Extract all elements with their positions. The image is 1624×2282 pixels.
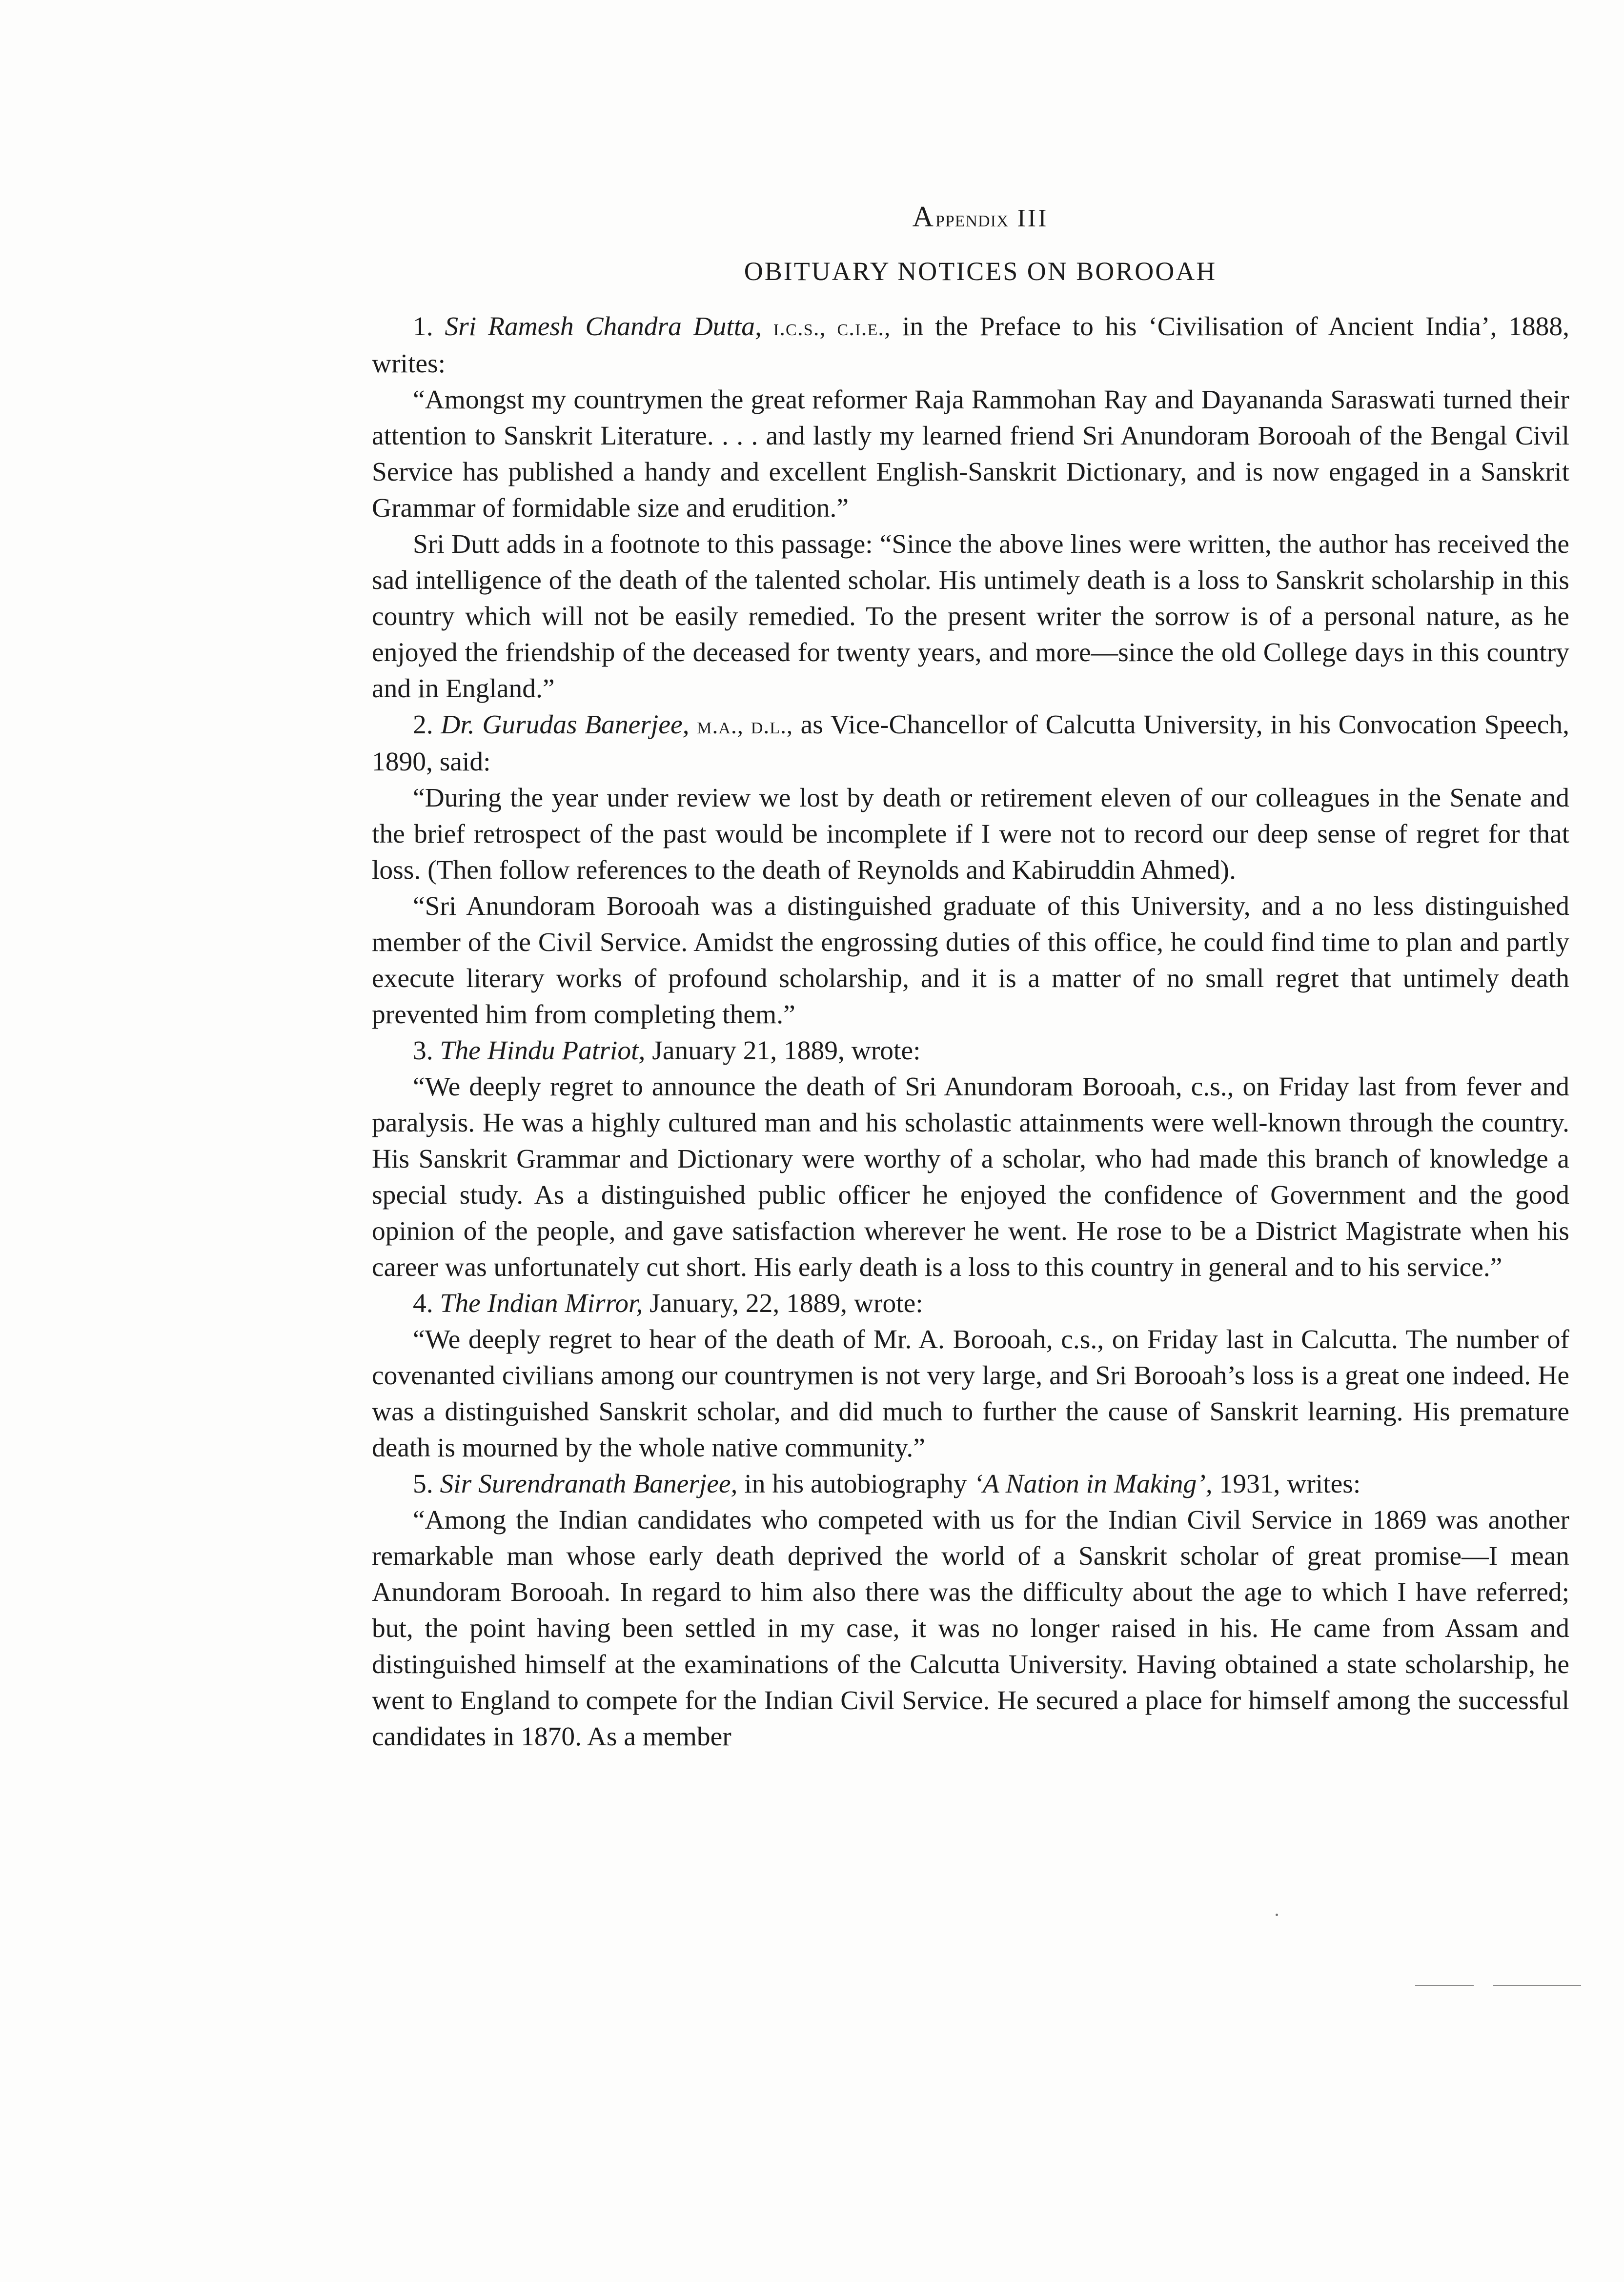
notice-5-quote: “Among the Indian candidates who competed with us for the Indian Civil Service in 1869 was another remarkable man whose early death deprived the world of a Sanskrit scholar of great promise—I mean Anundoram Borooah. In regard to him also there was the difficulty about the age to which I have referred; but, the point having been settled in my case, it was no longer raised in his. He came from Assam and distinguished himself at the examinations of the Calcutta University. Having obtained a state scholarship, he went to England to compete for the Indian Civil Service. He secured a place for himself among the successful candidates in 1870. As a member xyxy=(372,1505,1569,1752)
text-column xyxy=(372,200,1569,1755)
notice-1-lead xyxy=(372,309,1569,382)
notice-number: 2. xyxy=(413,710,433,740)
notice-5-lead xyxy=(372,1466,1569,1502)
notice-number: 5. xyxy=(413,1469,433,1499)
notice-lead-text: January, 22, 1889, wrote: xyxy=(650,1289,923,1318)
notice-author: Dr. Gurudas Banerjee, xyxy=(441,710,690,740)
notice-2-lead xyxy=(372,707,1569,780)
notice-credentials: m.a., d.l., xyxy=(697,713,793,739)
scan-edge-mark xyxy=(1493,1985,1581,1986)
notice-2-quote-continued: “Sri Anundoram Borooah was a distinguished graduate of this University, and a no less distinguished member of the Civil Service. Amidst the engrossing duties of this office, he could find time to plan and partly execute literary works of profound scholarship, and it is a matter of no small regret that untimely death prevented him from completing them.” xyxy=(372,891,1569,1030)
notice-source: The Hindu Patriot, xyxy=(440,1036,646,1066)
notice-4-quote: “We deeply regret to hear of the death of Mr. A. Borooah, c.s., on Friday last in Calcutta. The number of covenanted civilians among our countrymen is not very large, and Sri Borooah’s loss is a great one indeed. He was a distinguished Sanskrit scholar, and did much to further the cause of Sanskrit learning. His premature death is mourned by the whole native community.” xyxy=(372,1325,1569,1463)
notice-4-lead xyxy=(372,1286,1569,1322)
notice-lead-text: in the Preface to his ‘Civilisation of Ancient India’, 1888, writes: xyxy=(372,312,1569,379)
notice-lead-text: as Vice-Chancellor of Calcutta University, in his Convocation Speech, 1890, said: xyxy=(372,710,1569,777)
notice-credentials: i.c.s., c.i.e., xyxy=(773,315,891,341)
notice-author: Sri Ramesh Chandra Dutta, xyxy=(445,312,762,342)
notice-book-title: ‘A Nation in Making’, xyxy=(974,1469,1213,1499)
notice-3-quote: “We deeply regret to announce the death of Sri Anundoram Borooah, c.s., on Friday last from fever and paralysis. He was a highly cultured man and his scholastic attainments were well-known through the country. His Sanskrit Grammar and Dictionary were worthy of a scholar, who had made this branch of knowledge a special study. As a distinguished public officer he enjoyed the confidence of Government and the good opinion of the people, and gave satisfaction wherever he went. He rose to be a District Magistrate when his career was unfortunately cut short. His early death is a loss to this country in general and to his service.” xyxy=(372,1072,1569,1282)
scan-speck xyxy=(1276,1914,1278,1916)
appendix-heading-numeral: III xyxy=(1017,204,1049,232)
notice-2-quote: “During the year under review we lost by death or retirement eleven of our colleagues in the Senate and the brief retrospect of the past would be incomplete if I were not to record our deep sense of regret for that loss. (Then follow references to the death of Reynolds and Kabiruddin Ahmed). xyxy=(372,783,1569,885)
notice-lead-prefix: in his autobiography xyxy=(744,1469,967,1499)
notice-number: 1. xyxy=(413,312,433,342)
appendix-heading xyxy=(372,200,1569,234)
notice-author: Sir Surendranath Banerjee, xyxy=(440,1469,738,1499)
appendix-heading-word: ppendix xyxy=(935,206,1009,232)
scan-edge-mark xyxy=(1415,1985,1474,1986)
notice-number: 3. xyxy=(413,1036,433,1066)
notice-source: The Indian Mirror, xyxy=(440,1289,643,1318)
notice-lead-text: January 21, 1889, wrote: xyxy=(652,1036,921,1066)
notice-1-quote: “Amongst my countrymen the great reformer Raja Rammohan Ray and Dayananda Saraswati turned their attention to Sanskrit Literature. . . . and lastly my learned friend Sri Anundoram Borooah of the Bengal Civil Service has published a handy and excellent English-Sanskrit Dictionary, and is now engaged in a Sanskrit Grammar of formidable size and erudition.” xyxy=(372,385,1569,523)
appendix-heading-initial: A xyxy=(912,201,935,233)
page-title: OBITUARY NOTICES ON BOROOAH xyxy=(744,257,1217,286)
notice-lead-text: 1931, writes: xyxy=(1219,1469,1361,1499)
notice-1-footnote: Sri Dutt adds in a footnote to this passage: “Since the above lines were written, the author has received the sad intelligence of the death of the talented scholar. His untimely death is a loss to Sanskrit scholarship in this country which will not be easily remedied. To the present writer the sorrow is of a personal nature, as he enjoyed the friendship of the deceased for twenty years, and more—since the old College days in this country and in England.” xyxy=(372,529,1569,704)
notice-3-lead xyxy=(372,1033,1569,1069)
notice-number: 4. xyxy=(413,1289,433,1318)
